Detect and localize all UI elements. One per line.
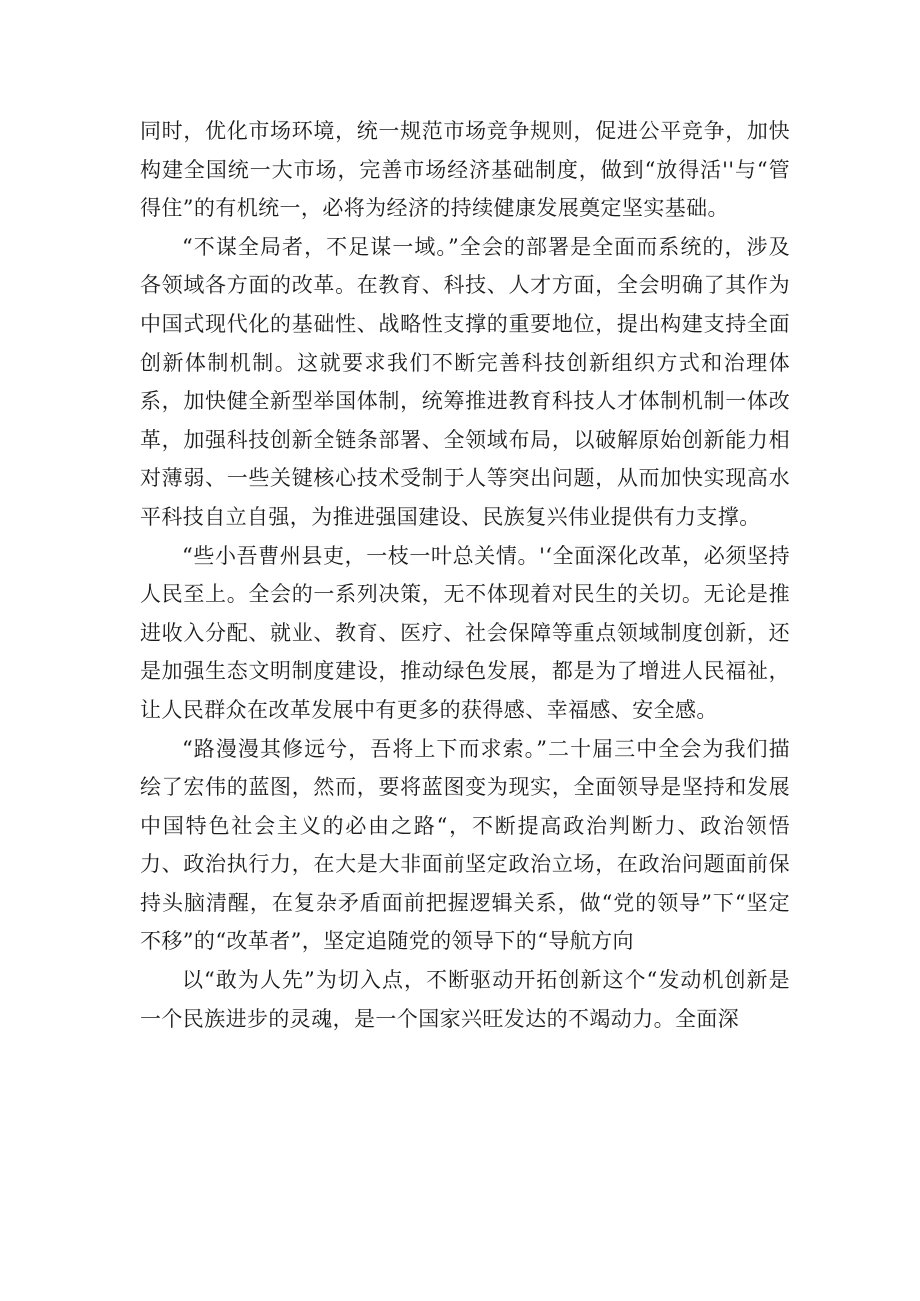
paragraph-4: “路漫漫其修远兮，吾将上下而求索。”二十届三中全会为我们描绘了宏伟的蓝图，然而，要将蓝图变为现实，全面领导是坚持和发展中国特色社会主义的必由之路“，不断提高政治判断力、政治领悟力、政治执行力，在大是大非面前坚定政治立场，在政治问题面前保持头脑清醒，在复杂矛盾面前把握逻辑关系，做“党的领导”下“坚定不移”的“改革者”，坚定追随党的领导下的“导航方向 (140, 736, 790, 954)
paragraph-1: 同时，优化市场环境，统一规范市场竞争规则，促进公平竞争，加快构建全国统一大市场，完善市场经济基础制度，做到“放得活''与“管得住”的有机统一，必将为经济的持续健康发展奠定坚实基础。 (140, 119, 790, 221)
paragraph-5: 以“敢为人先”为切入点，不断驱动开拓创新这个“发动机创新是一个民族进步的灵魂，是一个国家兴旺发达的不竭动力。全面深 (140, 968, 790, 1031)
paragraph-2: “不谋全局者，不足谋一域。”全会的部署是全面而系统的，涉及各领域各方面的改革。在教育、科技、人才方面，全会明确了其作为中国式现代化的基础性、战略性支撑的重要地位，提出构建支持全面创新体制机制。这就要求我们不断完善科技创新组织方式和治理体系，加快健全新型举国体制，统筹推进教育科技人才体制机制一体改革，加强科技创新全链条部署、全领域布局，以破解原始创新能力相对薄弱、一些关键核心技术受制于人等突出问题，从而加快实现高水平科技自立自强，为推进强国建设、民族复兴伟业提供有力支撑。 (140, 234, 790, 529)
body-text (140, 112, 790, 1038)
paragraph-3: “些小吾曹州县吏，一枝一叶总关情。'‘全面深化改革，必须坚持人民至上。全会的一系列决策，无不体现着对民生的关切。无论是推进收入分配、就业、教育、医疗、社会保障等重点领域制度创新，还是加强生态文明制度建设，推动绿色发展，都是为了增进人民福祉，让人民群众在改革发展中有更多的获得感、幸福感、安全感。 (140, 543, 790, 722)
